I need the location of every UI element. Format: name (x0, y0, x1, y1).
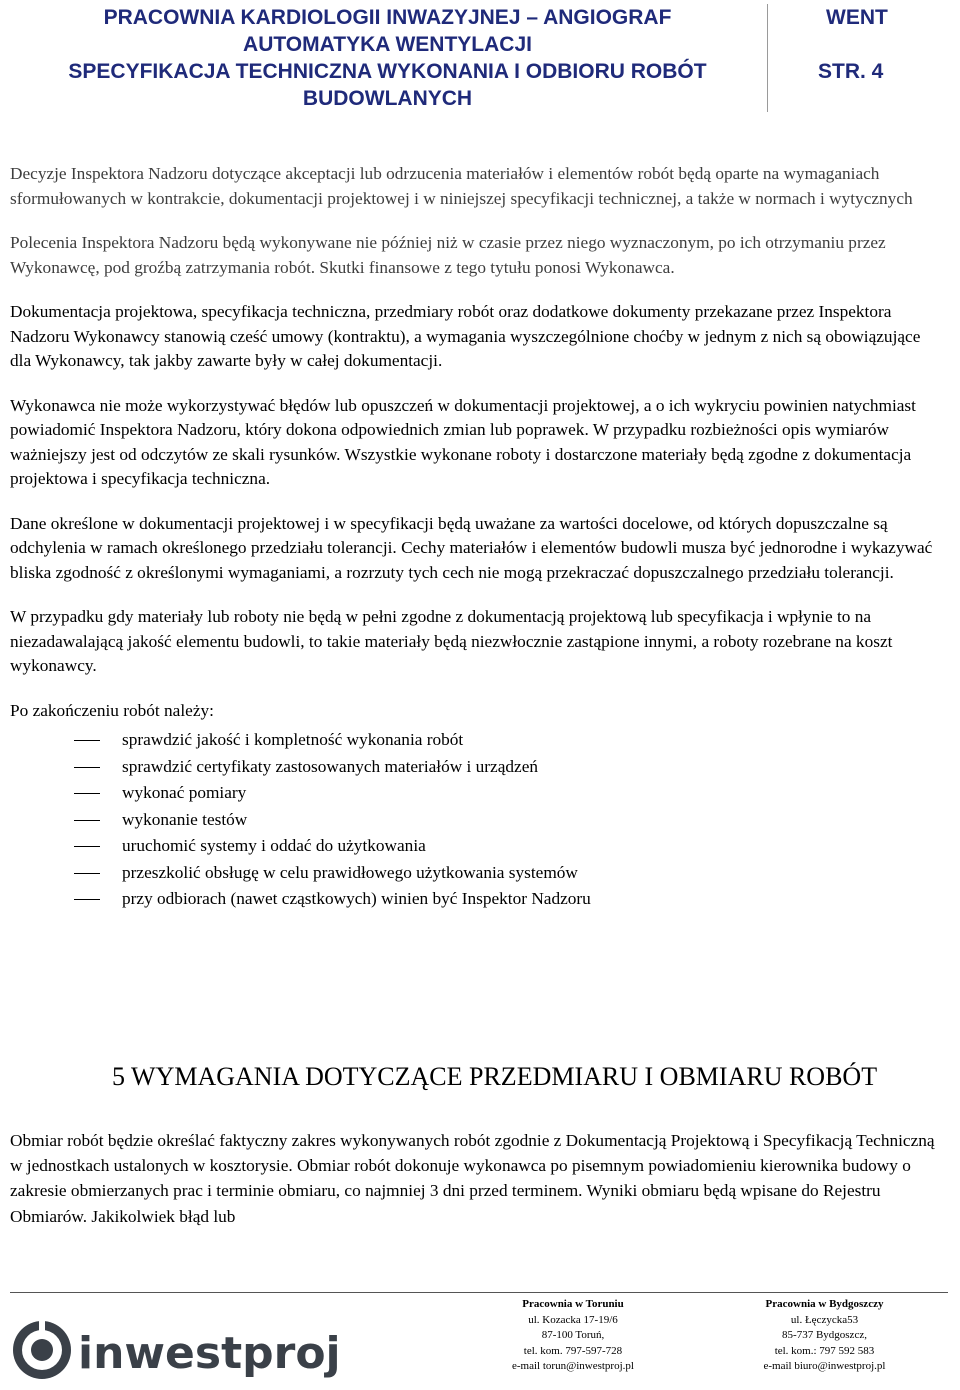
list-item (10, 727, 944, 754)
office-bydgoszcz (742, 1297, 907, 1375)
list-item (10, 780, 944, 807)
office-city: 85-737 Bydgoszcz, (782, 1329, 867, 1341)
office-name: Pracownia w Bydgoszczy (765, 1298, 884, 1310)
dash-bullet-icon (74, 846, 100, 847)
footer-divider (10, 1292, 948, 1293)
list-item (10, 860, 944, 887)
inwestproj-logo (10, 1316, 370, 1384)
office-street: ul. Kozacka 17-19/6 (528, 1313, 618, 1326)
section-heading: 5 WYMAGANIA DOTYCZĄCE PRZEDMIARU I OBMIARU ROBÓT (112, 1062, 878, 1091)
list-item-text: sprawdzić certyfikaty zastosowanych materiałów i urządzeń (122, 756, 539, 776)
page-number: STR. 4 (818, 60, 884, 83)
completion-steps-list (10, 727, 944, 913)
header-divider (767, 4, 768, 112)
dash-bullet-icon (74, 740, 100, 741)
list-item-text: wykonanie testów (122, 809, 248, 829)
list-intro: Po zakończeniu robót należy: (10, 700, 214, 720)
dash-bullet-icon (74, 767, 100, 768)
office-torun (488, 1297, 658, 1375)
document-header (0, 0, 960, 118)
office-email: e-mail biuro@inwestproj.pl (763, 1360, 886, 1372)
header-meta (780, 4, 950, 85)
list-item-text: przeszkolić obsługę w celu prawidłowego użytkowania systemów (122, 862, 578, 882)
paragraph-inspector-orders: Polecenia Inspektora Nadzoru będą wykonywane nie później niż w czasie przez niego wyznaczonym, po ich otrzymaniu przez Wykonawcę, pod groźbą zatrzymania robót. Skutki finansowe z tego tytułu ponosi Wykonawca. (10, 233, 886, 277)
logo-wordmark: inwestproj (78, 1328, 341, 1379)
office-phone: tel. kom. 797-597-728 (523, 1344, 623, 1357)
logo-mark-icon (13, 1316, 71, 1379)
document-body (10, 162, 944, 913)
paragraph-nonconformity: W przypadku gdy materiały lub roboty nie będą w pełni zgodne z dokumentacją projektową lub specyfikacja i wpłynie to na niezadawalającą jakość elementu budowli, to takie materiały będą niezwłocznie zastąpione innymi, a roboty rozebrane na koszt wykonawcy. (10, 607, 893, 675)
section-paragraph: Obmiar robót będzie określać faktyczny zakres wykonywanych robót zgodnie z Dokumentacją Projektową i Specyfikacją Techniczną w jednostkach ustalonych w kosztorysie. Obmiar robót dokonuje wykonawca po pisemnym powiadomieniu kierownika budowy o zakresie obmierzanych prac i terminie obmiaru, co najmniej 3 dni przed terminem. Wyniki obmiaru będą wpisane do Rejestru Obmiarów. Jakikolwiek błąd lub (10, 1131, 935, 1226)
paragraph-tolerances: Dane określone w dokumentacji projektowej i w specyfikacji będą uważane za wartości docelowe, od których dopuszczalne są odchylenia w ramach określonego przedziału tolerancji. Cechy materiałów i elementów budowli musza być jednorodne i wykazywać bliska zgodność z określonymi wymaganiami, a rozrzuty tych cech nie mogą przekraczać dopuszczalnego przedziału tolerancji. (10, 513, 933, 582)
paragraph-documentation: Dokumentacja projektowa, specyfikacja techniczna, przedmiary robót oraz dodatkowe dokumenty przekazane przez Inspektora Nadzoru Wykonawcy stanowią cześć umowy (kontraktu), a wymagania wyszczególnione choćby w jednym z nich są obowiązujące dla Wykonawcy, tak jakby zawarte były w całej dokumentacji. (10, 302, 921, 370)
office-email: e-mail torun@inwestproj.pl (512, 1360, 634, 1372)
header-line-1: PRACOWNIA KARDIOLOGII INWAZYJNEJ – ANGIOGRAF (103, 6, 672, 29)
header-line-3: SPECYFIKACJA TECHNICZNA WYKONANIA I ODBIORU ROBÓT (68, 60, 707, 83)
list-item (10, 886, 944, 913)
header-title-block (10, 4, 765, 112)
header-line-2: AUTOMATYKA WENTYLACJI (243, 33, 532, 56)
list-item-text: przy odbiorach (nawet cząstkowych) winien być Inspektor Nadzoru (122, 889, 591, 908)
office-name: Pracownia w Toruniu (522, 1298, 624, 1310)
dash-bullet-icon (74, 793, 100, 794)
list-item-text: sprawdzić jakość i kompletność wykonania robót (122, 730, 464, 749)
office-phone: tel. kom.: 797 592 583 (774, 1344, 875, 1357)
list-item (10, 754, 944, 781)
paragraph-inspector-decisions: Decyzje Inspektora Nadzoru dotyczące akceptacji lub odrzucenia materiałów i elementów robót będą oparte na wymaganiach sformułowanych w kontrakcie, dokumentacji projektowej i w niniejszej specyfikacji technicznej, a także w normach i wytycznych (10, 164, 913, 208)
list-item-text: uruchomić systemy i oddać do użytkowania (122, 836, 426, 855)
list-item-text: wykonać pomiary (122, 783, 247, 802)
document-code: WENT (826, 6, 888, 29)
list-item (10, 833, 944, 860)
paragraph-errors: Wykonawca nie może wykorzystywać błędów lub opuszczeń w dokumentacji projektowej, a o ich wykryciu powinien natychmiast powiadomić Inspektora Nadzoru, który dokona odpowiednich zmian lub poprawek. W przypadku rozbieżności opis wymiarów ważniejszy jest od odczytów ze skali rysunków. Wszystkie wykonane roboty i dostarczone materiały będą zgodne z dokumentacja projektowa i specyfikacja techniczna. (10, 395, 916, 488)
list-item (10, 807, 944, 834)
office-street: ul. Łęczycka53 (790, 1313, 859, 1326)
dash-bullet-icon (74, 899, 100, 900)
office-city: 87-100 Toruń, (541, 1329, 605, 1341)
dash-bullet-icon (74, 820, 100, 821)
dash-bullet-icon (74, 873, 100, 874)
header-line-4: BUDOWLANYCH (302, 87, 473, 110)
